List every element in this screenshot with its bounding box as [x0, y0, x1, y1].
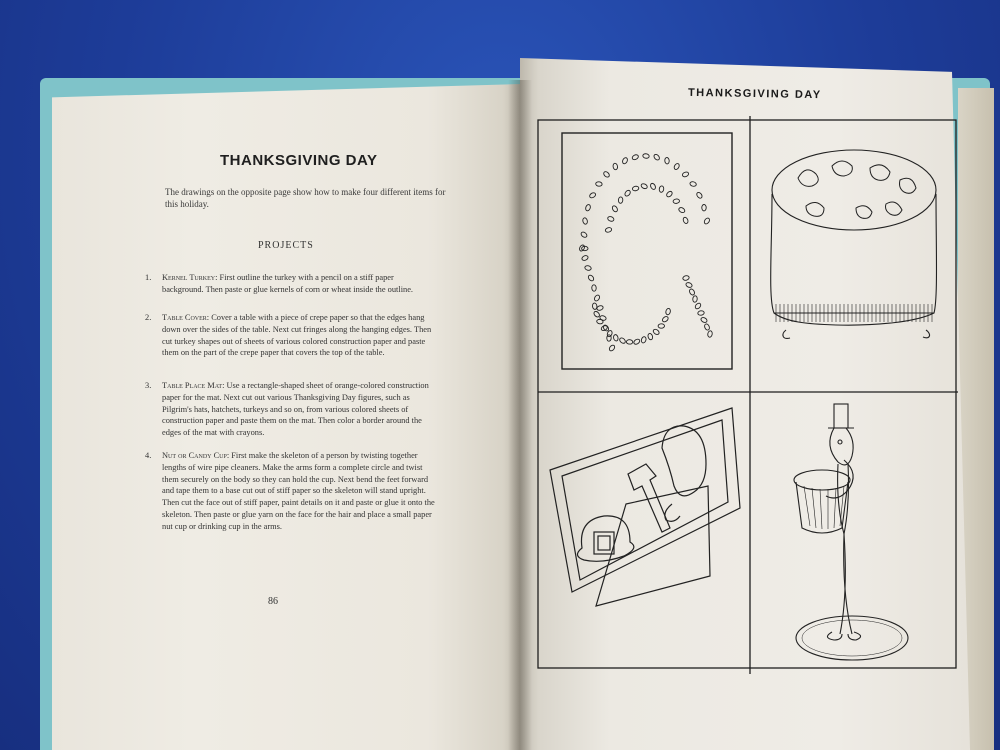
- book-gutter: [508, 80, 532, 750]
- kernel-mark: [607, 335, 612, 342]
- kernel-mark: [704, 323, 711, 331]
- kernel-mark: [700, 317, 708, 324]
- kernel-mark: [585, 204, 591, 212]
- kernel-mark: [633, 338, 641, 345]
- kernel-mark: [707, 330, 713, 337]
- project-number: 2.: [145, 313, 152, 322]
- kernel-mark: [592, 285, 597, 292]
- kernel-mark: [613, 163, 619, 170]
- projects-heading: PROJECTS: [258, 240, 314, 251]
- kernel-mark: [632, 186, 639, 192]
- kernel-mark: [593, 310, 601, 318]
- kernel-mark: [658, 324, 665, 329]
- project-item: [145, 272, 435, 296]
- project-name: Kernel Turkey:: [162, 273, 218, 282]
- kernel-mark: [661, 315, 669, 322]
- kernel-mark: [607, 216, 615, 222]
- kernel-mark: [581, 255, 589, 262]
- project-name: Nut or Candy Cup:: [162, 451, 230, 460]
- table-cover-illustration: [771, 150, 937, 338]
- kernel-mark: [678, 207, 686, 214]
- kernel-mark: [613, 334, 619, 341]
- kernel-mark: [673, 199, 680, 204]
- kernel-mark: [650, 183, 657, 191]
- kernel-mark: [596, 305, 603, 311]
- kernel-mark: [608, 344, 615, 352]
- kernel-mark: [682, 217, 689, 225]
- kernel-mark: [653, 153, 661, 161]
- kernel-mark: [697, 310, 704, 315]
- kernel-mark: [584, 265, 591, 271]
- kernel-mark: [694, 302, 702, 310]
- kernel-mark: [619, 337, 627, 344]
- kernel-mark: [596, 182, 603, 187]
- kernel-mark: [682, 275, 689, 281]
- project-item: [145, 380, 435, 439]
- place-mat-illustration: [550, 408, 740, 606]
- kernel-mark: [622, 157, 629, 165]
- project-text: First outline the turkey with a pencil on a stiff paper background. Then paste or glue kernels of corn or wheat inside the outline.: [162, 273, 414, 294]
- project-text: Cover a table with a piece of crepe paper so that the edges hang down over the sides of the table. Next cut fringes along the hanging edges. Then cut turkey shapes out of sheets of various colored construction paper and paste them on the part of the crepe paper that covers the top of the table.: [162, 313, 432, 358]
- page-number: 86: [268, 596, 278, 607]
- kernel-mark: [589, 192, 597, 199]
- kernel-mark: [640, 183, 648, 190]
- kernel-mark: [582, 217, 588, 224]
- kernel-mark: [664, 157, 669, 164]
- kernel-mark: [631, 154, 639, 161]
- left-page-title: THANKSGIVING DAY: [220, 152, 378, 169]
- kernel-mark: [652, 328, 660, 335]
- project-name: Table Place Mat:: [162, 381, 225, 390]
- kernel-mark: [696, 191, 703, 199]
- project-text: Use a rectangle-shaped sheet of orange-colored construction paper for the mat. Next cut out various Thanksgiving Day figures, such as Pilgrim's hats, hatchets, turkeys and so on, from various colored sheets of construction paper and paste them on the mat. Then color a border around the edges of the mat with crayons.: [162, 381, 429, 438]
- candy-cup-illustration: [794, 404, 908, 660]
- kernel-mark: [682, 171, 690, 177]
- kernel-mark: [618, 197, 623, 204]
- kernel-mark: [703, 217, 710, 225]
- kernel-turkey-illustration: [562, 133, 732, 369]
- kernel-mark: [666, 190, 674, 198]
- left-page-intro: The drawings on the opposite page show how to make four different items for this holiday.: [165, 187, 446, 209]
- illustration-grid: [536, 108, 960, 674]
- kernel-mark: [603, 171, 611, 179]
- kernel-mark: [689, 181, 696, 187]
- kernel-mark: [624, 189, 632, 197]
- kernel-mark: [685, 282, 693, 289]
- kernel-mark: [599, 315, 606, 321]
- kernel-mark: [611, 205, 618, 213]
- right-page-title: THANKSGIVING DAY: [687, 86, 822, 102]
- kernel-mark: [593, 294, 600, 302]
- project-name: Table Cover:: [162, 313, 210, 322]
- kernel-mark: [626, 340, 633, 345]
- project-number: 3.: [145, 381, 152, 390]
- kernel-mark: [688, 288, 695, 296]
- kernel-mark: [580, 231, 588, 238]
- kernel-mark: [642, 153, 649, 158]
- kernel-mark: [665, 308, 671, 315]
- kernel-mark: [702, 204, 707, 210]
- kernel-mark: [647, 333, 653, 340]
- project-item: [145, 312, 435, 359]
- kernel-mark: [659, 186, 664, 193]
- project-item: [145, 450, 435, 533]
- kernel-mark: [605, 227, 612, 233]
- kernel-mark: [641, 336, 647, 343]
- project-number: 1.: [145, 273, 152, 282]
- kernel-mark: [692, 296, 697, 303]
- project-number: 4.: [145, 451, 152, 460]
- kernel-mark: [587, 274, 594, 282]
- project-text: First make the skeleton of a person by twisting together lengths of wire pipe cleaners. Make the arms form a complete circle and twist them securely on the body so they can hold the cup. Next bend the feet forward and tape them to a base cut out of stiff paper so the skeleton will stand upright. Then cut the face out of stiff paper, paint details on it and paste or glue it onto the skeleton. Then paste or glue yarn on the face for the hair and place a small paper nut cup or drinking cup in the arms.: [162, 451, 435, 531]
- kernel-mark: [673, 163, 680, 171]
